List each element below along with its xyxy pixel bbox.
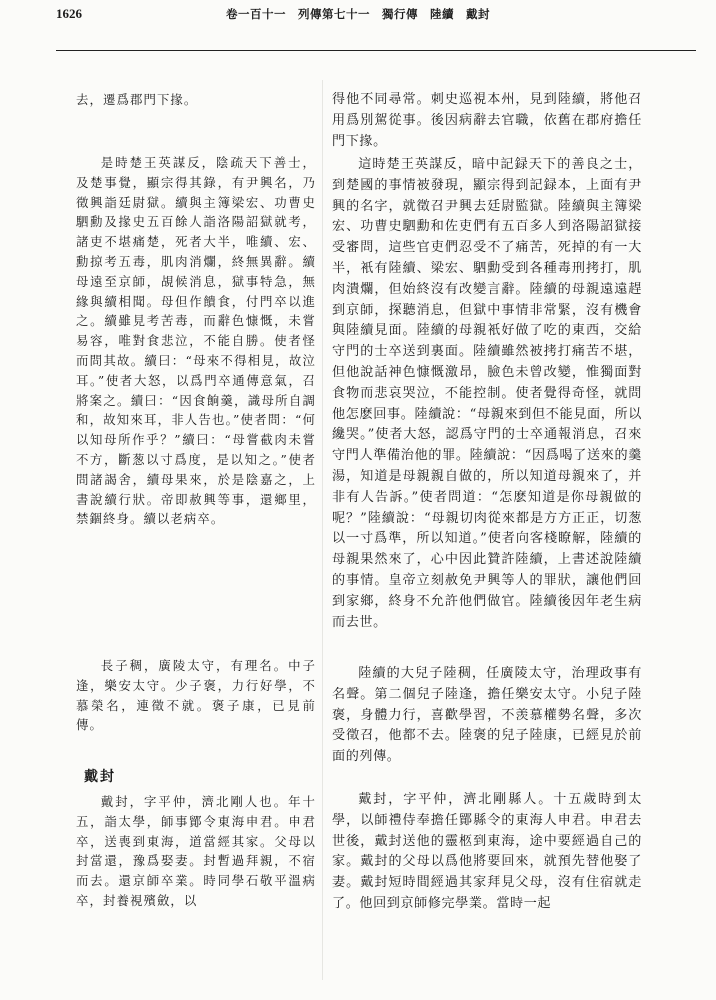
classical-paragraph-1: 去，遷爲郡門下掾。 xyxy=(76,92,198,107)
column-divider xyxy=(322,80,323,980)
running-title: 卷一百十一 列傳第七十一 獨行傳 陸續 戴封 xyxy=(226,7,490,21)
section-heading-dai-feng: 戴封 xyxy=(84,769,116,785)
page-number: 1626 xyxy=(56,6,82,21)
classical-paragraph-3: 長子稠，廣陵太守，有理名。中子逢，樂安太守。少子褒，力行好學，不慕榮名，連徵不就。褒子康，已見前傳。 xyxy=(76,658,316,733)
translation-paragraph-1: 得他不同尋常。刺史巡視本州，見到陸續，將他召用爲別駕從事。後因病辭去官職，依舊在郡府擔任門下掾。 xyxy=(332,92,642,149)
translation-paragraph-2: 這時楚王英謀反，暗中記録天下的善良之士，到楚國的事情被發現，顯宗得到記録本，上面有尹興的名字，就徵召尹興去廷尉監獄。陸續與主簿梁宏、功曹史駟勳和佐吏們有五百多人到洛陽詔獄接受審問，這些官吏們忍受不了痛苦，死掉的有一大半，衹有陸續、梁宏、駟勳受到各種毒刑拷打，肌肉潰爛，但始終沒有改變言辭。陸續的母親遠遠趕到京師，探聽消息，但獄中事情非常緊，沒有機會與陸續見面。陸續的母親衹好做了吃的東西，交給守門的士卒送到裏面。陸續雖然被拷打痛苦不堪，但他說話神色慷慨激昂，臉色未曾改變，惟獨面對食物而悲哀哭泣，不能控制。使者覺得奇怪，就問他怎麽回事。陸續說：“母親來到但不能見面，所以纔哭。”使者大怒，認爲守門的士卒通報消息，召來守門人準備治他的罪。陸續說：“因爲喝了送來的羹湯，知道是母親親自做的，所以知道母親來了，并非有人告訴。”使者問道：“怎麽知道是你母親做的呢？”陸續說：“母親切肉從來都是方方正正，切葱以一寸爲準，所以知道。”使者向客棧瞭解，陸續的母親果然來了，心中因此贊許陸續，上書述說陸續的事情。皇帝立刻赦免尹興等人的罪狀，讓他們回到家鄉，終身不允許他們做官。陸續後因年老生病而去世。 xyxy=(332,157,642,630)
header-rule xyxy=(56,50,696,51)
translation-paragraph-3: 陸續的大兒子陸稠，任廣陵太守，治理政事有名聲。第二個兒子陸逢，擔任樂安太守。小兒子陸褒，身體力行，喜歡學習，不羡慕權勢名聲，多次受徵召，他都不去。陸褒的兒子陸康，已經見於前面的列傳。 xyxy=(332,666,642,765)
page-header xyxy=(32,28,704,56)
translation-paragraph-4: 戴封，字平仲，濟北剛縣人。十五歲時到太學，以師禮侍奉擔任鄮縣令的東海人申君。申君去世後，戴封送他的靈柩到東海，途中要經過自己的家。戴封的父母以爲他將要回來，就預先替他娶了妻。戴封短時間經過其家拜見父母，沒有住宿就走了。他回到京師修完學業。當時一起 xyxy=(332,792,642,911)
classical-paragraph-2: 是時楚王英謀反，陰疏天下善士，及楚事覺，顯宗得其錄，有尹興名，乃徵興詣廷尉獄。續與主簿梁宏、功曹史駟勳及掾史五百餘人詣洛陽詔獄就考，諸吏不堪痛楚，死者大半，唯續、宏、勳掠考五毒，肌肉消爛，終無異辭。續母遠至京師，覘候消息，獄事特急，無緣與續相聞。母但作饋食，付門卒以進之。續雖見考苦毒，而辭色慷慨，未嘗易容，唯對食悲泣，不能自勝。使者怪而問其故。續曰：“母來不得相見，故泣耳。”使者大怒，以爲門卒通傳意氣，召將案之。續曰：“因食餉羹，識母所自調和，故知來耳，非人告也。”使者問：“何以知母所作乎？”續曰：“母嘗截肉未嘗不方，斷葱以寸爲度，是以知之。”使者問諸謁舍，續母果來，於是陰嘉之，上書說續行狀。帝即赦興等事，還鄉里，禁錮終身。續以老病卒。 xyxy=(76,155,316,527)
classical-paragraph-4: 戴封，字平仲，濟北剛人也。年十五，詣太學，師事鄮令東海申君。申君卒，送喪到東海，道當經其家。父母以封當還，豫爲娶妻。封暫過拜親，不宿而去。還京師卒業。時同學石敬平溫病卒，封養視殯斂，以 xyxy=(76,794,316,908)
